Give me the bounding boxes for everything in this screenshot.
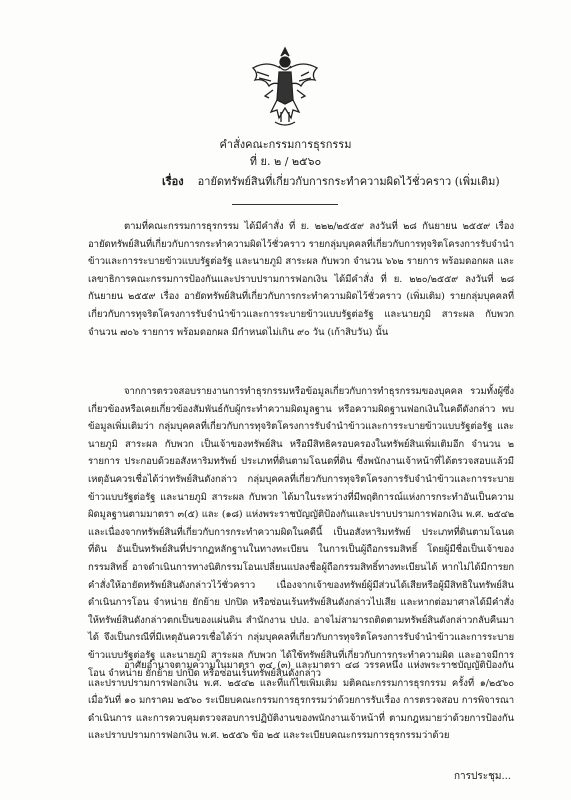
- header-divider: [232, 204, 338, 205]
- paragraph-2: จากการตรวจสอบรายงานการทำธุรกรรมหรือข้อมูลเกี่ยวกับการทำธุรกรรมของบุคคล รวมทั้งผู้ซึ่งเกี่ยวข้องหรือเคยเกี่ยวข้องสัมพันธ์กับผู้กระทำความผิดมูลฐาน หรือความผิดฐานฟอกเงินในคดีดังกล่าว พบข้อมูลเพิ่มเติมว่า กลุ่มบุคคลที่เกี่ยวกับการทุจริตโครงการรับจำนำข้าวและการระบายข้าวแบบรัฐต่อรัฐ และนายภูมิ สาระผล กับพวก เป็นเจ้าของทรัพย์สิน หรือมีสิทธิครอบครองในทรัพย์สินเพิ่มเติมอีก จำนวน ๒ รายการ ประกอบด้วยอสังหาริมทรัพย์ ประเภทที่ดินตามโฉนดที่ดิน ซึ่งพนักงานเจ้าหน้าที่ได้ตรวจสอบแล้วมีเหตุอันควรเชื่อได้ว่าทรัพย์สินดังกล่าว กลุ่มบุคคลที่เกี่ยวกับการทุจริตโครงการรับจำนำข้าวและการระบายข้าวแบบรัฐต่อรัฐ และนายภูมิ สาระผล กับพวก ได้มาในระหว่างที่มีพฤติการณ์แห่งการกระทำอันเป็นความผิดมูลฐานตามมาตรา ๓(๕) และ (๑๘) แห่งพระราชบัญญัติป้องกันและปราบปรามการฟอกเงิน พ.ศ. ๒๕๔๒ และเนื่องจากทรัพย์สินที่เกี่ยวกับการกระทำความผิดในคดีนี้ เป็นอสังหาริมทรัพย์ ประเภทที่ดินตามโฉนดที่ดิน อันเป็นทรัพย์สินที่ปรากฏหลักฐานในทางทะเบียน ในการเป็นผู้ถือกรรมสิทธิ์ โดยผู้มีชื่อเป็นเจ้าของกรรมสิทธิ์ อาจดำเนินการทางนิติกรรมโอนเปลี่ยนแปลงชื่อผู้ถือกรรมสิทธิ์ทางทะเบียนได้ หากไม่ได้มีการยกคำสั่งให้อายัดทรัพย์สินดังกล่าวไว้ชั่วคราว เนื่องจากเจ้าของทรัพย์ผู้มีส่วนได้เสียหรือผู้มีสิทธิในทรัพย์สินดำเนินการโอน จำหน่าย ยักย้าย ปกปิด หรือซ่อนเร้นทรัพย์สินดังกล่าวไปเสีย และหากต่อมาศาลได้มีคำสั่งให้ทรัพย์สินดังกล่าวตกเป็นของแผ่นดิน สำนักงาน ปปง. อาจไม่สามารถติดตามทรัพย์สินดังกล่าวกลับคืนมาได้ จึงเป็นกรณีที่มีเหตุอันควรเชื่อได้ว่า กลุ่มบุคคลที่เกี่ยวกับการทุจริตโครงการรับจำนำข้าวและการระบายข้าวแบบรัฐต่อรัฐ และนายภูมิ สาระผล กับพวก ได้ใช้ทรัพย์สินที่เกี่ยวกับการกระทำความผิด และอาจมีการโอน จำหน่าย ยักย้าย ปกปิด หรือซ่อนเร้นทรัพย์สินดังกล่าว: [88, 386, 514, 679]
- subject-text: อายัดทรัพย์สินที่เกี่ยวกับการกระทำความผิดไว้ชั่วคราว (เพิ่มเติม): [197, 175, 500, 188]
- paragraph-3: อาศัยอำนาจตามความในมาตรา ๓๔ (๓) และมาตรา ๔๘ วรรคหนึ่ง แห่งพระราชบัญญัติป้องกันและปราบปรามการฟอกเงิน พ.ศ. ๒๕๔๒ และที่แก้ไขเพิ่มเติม มติคณะกรรมการธุรกรรม ครั้งที่ ๑/๒๕๖๐ เมื่อวันที่ ๑๐ มกราคม ๒๕๖๐ ระเบียบคณะกรรมการธุรกรรมว่าด้วยการรับเรื่อง การตรวจสอบ การพิจารณาดำเนินการ และการควบคุมตรวจสอบการปฏิบัติงานของพนักงานเจ้าหน้าที่ ตามกฎหมายว่าด้วยการป้องกันและปราบปรามการฟอกเงิน พ.ศ. ๒๕๕๖ ข้อ ๒๕ และระเบียบคณะกรรมการธุรกรรมว่าด้วย: [88, 660, 514, 742]
- order-number: ที่ ย. ๒ / ๒๕๖๐: [249, 155, 322, 168]
- paragraph-1: ตามที่คณะกรรมการธุรกรรม ได้มีคำสั่ง ที่ ย. ๒๒๒/๒๕๕๙ ลงวันที่ ๒๘ กันยายน ๒๕๕๙ เรื่อง อายัดทรัพย์สินที่เกี่ยวกับการกระทำความผิดไว้ชั่วคราว รายกลุ่มบุคคลที่เกี่ยวกับการทุจริตโครงการรับจำนำข้าวและการระบายข้าวแบบรัฐต่อรัฐ และนายภูมิ สาระผล กับพวก จำนวน ๖๖๒ รายการ พร้อมดอกผล และเลขาธิการคณะกรรมการป้องกันและปราบปรามการฟอกเงิน ได้มีคำสั่ง ที่ ย. ๒๒๐/๒๕๕๙ ลงวันที่ ๒๘ กันยายน ๒๕๕๙ เรื่อง อายัดทรัพย์สินที่เกี่ยวกับการกระทำความผิดไว้ชั่วคราว (เพิ่มเติม) รายกลุ่มบุคคลที่เกี่ยวกับการทุจริตโครงการรับจำนำข้าวและการระบายข้าวแบบรัฐต่อรัฐ และนายภูมิ สาระผล กับพวก จำนวน ๗๐๖ รายการ พร้อมดอกผล มีกำหนดไม่เกิน ๙๐ วัน (เก้าสิบวัน) นั้น: [88, 221, 514, 338]
- continuation-note: การประชุม...: [453, 771, 511, 782]
- subject-line: [162, 174, 500, 190]
- order-heading: คำสั่งคณะกรรมการธุรกรรม: [219, 138, 352, 151]
- garuda-emblem-icon: [247, 42, 323, 130]
- subject-label: เรื่อง: [162, 175, 184, 188]
